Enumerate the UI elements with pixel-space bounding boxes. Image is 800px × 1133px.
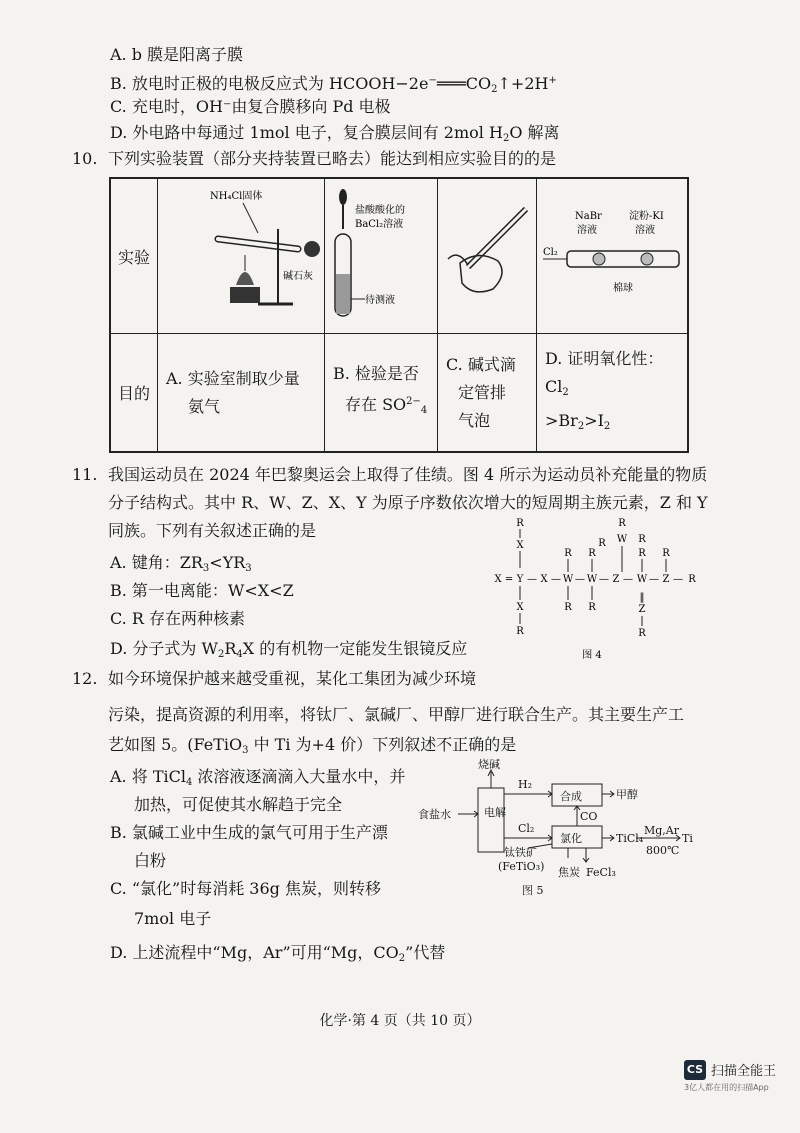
goal-d: D. 证明氧化性：$Cl_2$ $>Br_2>I_2$	[537, 334, 689, 453]
svg-text:碱石灰: 碱石灰	[283, 271, 313, 282]
svg-text:X: X	[540, 574, 548, 585]
svg-text:FeCl₃: FeCl₃	[586, 866, 616, 879]
camscanner-watermark	[684, 1056, 794, 1092]
svg-text:Z: Z	[662, 574, 670, 585]
svg-text:图 4: 图 4	[582, 650, 602, 661]
svg-text:Ti: Ti	[682, 832, 693, 845]
q11-option-b: B. 第一电离能：W<X<Z	[110, 581, 294, 600]
svg-text:‖: ‖	[639, 592, 645, 603]
svg-text:R: R	[638, 548, 646, 559]
svg-text:—: —	[527, 574, 537, 585]
q12-number: 12.	[72, 669, 98, 688]
svg-text:图 5: 图 5	[522, 884, 544, 897]
svg-text:R: R	[638, 628, 646, 639]
svg-text:W: W	[636, 574, 648, 585]
q11-number: 11.	[72, 465, 98, 484]
svg-text:Cl₂: Cl₂	[518, 822, 535, 835]
apparatus-c	[438, 178, 537, 334]
svg-text:Cl₂: Cl₂	[543, 247, 558, 258]
svg-text:合成: 合成	[560, 790, 582, 803]
page-footer: 化学·第 4 页（共 10 页）	[319, 1013, 481, 1029]
figure-4-structure	[488, 516, 702, 662]
svg-text:X: X	[494, 574, 502, 585]
svg-text:NH₄Cl固体: NH₄Cl固体	[210, 191, 263, 202]
svg-text:—: —	[673, 574, 683, 585]
goal-c: C. 碱式滴 定管排 气泡	[438, 334, 537, 453]
svg-text:待测液: 待测液	[365, 295, 395, 306]
svg-text:X: X	[516, 540, 524, 551]
row-label-goal: 目的	[110, 334, 158, 453]
svg-text:焦炭: 焦炭	[558, 866, 580, 879]
q10-experiment-table	[109, 177, 689, 453]
svg-text:═: ═	[505, 574, 513, 585]
svg-text:TiCl₄: TiCl₄	[616, 832, 644, 845]
svg-text:H₂: H₂	[518, 778, 533, 791]
svg-text:R: R	[618, 518, 626, 529]
q12-option-c-line1: C. “氯化”时每消耗 36g 焦炭，则转移	[110, 879, 381, 898]
svg-text:(FeTiO₃): (FeTiO₃)	[498, 860, 545, 873]
svg-text:R: R	[688, 574, 696, 585]
svg-text:W: W	[562, 574, 574, 585]
svg-text:BaCl₂溶液: BaCl₂溶液	[355, 219, 404, 230]
q12-option-a-line1: A. 将 TiCl$_4$ 浓溶液逐滴滴入大量水中，并	[110, 767, 406, 788]
q11-line3: 同族。下列有关叙述正确的是	[108, 521, 317, 540]
q9-option-a: A. b 膜是阳离子膜	[110, 45, 244, 64]
q12-option-a-line2: 加热，可促使其水解趋于完全	[134, 795, 343, 814]
svg-text:盐酸酸化的: 盐酸酸化的	[355, 205, 405, 216]
svg-text:—: —	[599, 574, 609, 585]
svg-text:Z: Z	[612, 574, 620, 585]
svg-text:Y: Y	[516, 574, 524, 585]
q12-option-b-line1: B. 氯碱工业中生成的氯气可用于生产漂	[110, 823, 388, 842]
svg-text:氯化: 氯化	[560, 832, 582, 845]
row-label-experiment: 实验	[110, 178, 158, 334]
svg-text:—: —	[623, 574, 633, 585]
apparatus-a	[158, 178, 325, 334]
svg-text:R: R	[516, 626, 524, 637]
svg-text:R: R	[564, 602, 572, 613]
svg-text:R: R	[662, 548, 670, 559]
svg-text:—: —	[551, 574, 561, 585]
q11-line2: 分子结构式。其中 R、W、Z、X、Y 为原子序数依次增大的短周期主族元素，Z 和 Y	[108, 493, 708, 512]
svg-text:淀粉-KI: 淀粉-KI	[629, 211, 664, 222]
svg-text:Z: Z	[638, 604, 646, 615]
goal-a: A. 实验室制取少量 氨气	[158, 334, 325, 453]
q12-option-c-line2: 7mol 电子	[134, 909, 212, 928]
q12-option-d: D. 上述流程中“Mg，Ar”可用“Mg，$CO_2$”代替	[110, 943, 446, 964]
test-tube-icon	[325, 179, 437, 329]
svg-text:W: W	[616, 534, 628, 545]
camscanner-name: 扫描全能王	[711, 1064, 777, 1079]
svg-text:电解: 电解	[484, 806, 506, 819]
svg-text:R: R	[588, 548, 596, 559]
camscanner-logo-icon: CS	[684, 1060, 706, 1080]
svg-text:溶液: 溶液	[635, 225, 655, 236]
svg-text:R: R	[516, 518, 524, 529]
svg-text:800℃: 800℃	[646, 844, 680, 857]
svg-text:Mg,Ar: Mg,Ar	[644, 824, 680, 837]
svg-text:W: W	[586, 574, 598, 585]
camscanner-tagline: 3亿人都在用的扫描App	[684, 1083, 769, 1092]
q11-option-a: A. 键角：$ZR_3<YR_3$	[110, 553, 252, 574]
q11-option-c: C. R 存在两种核素	[110, 609, 245, 628]
glass-tube-icon	[537, 179, 687, 329]
q10-stem: 下列实验装置（部分夹持装置已略去）能达到相应实验目的的是	[108, 149, 557, 168]
svg-text:食盐水: 食盐水	[418, 808, 451, 821]
ammonia-apparatus-icon	[158, 179, 324, 329]
svg-text:—: —	[575, 574, 585, 585]
apparatus-d	[537, 178, 689, 334]
goal-b: B. 检验是否 存在 $SO^{2-}_4$	[325, 334, 438, 453]
q12-line2: 污染，提高资源的利用率，将钛厂、氯碱厂、甲醇厂进行联合生产。其主要生产工	[108, 705, 685, 724]
figure-5-flowchart	[418, 758, 698, 908]
q11-line1: 我国运动员在 2024 年巴黎奥运会上取得了佳绩。图 4 所示为运动员补充能量的物质	[108, 465, 708, 484]
q12-option-b-line2: 白粉	[134, 851, 167, 870]
q9-option-c: C. 充电时，OH⁻由复合膜移向 Pd 电极	[110, 97, 391, 116]
svg-text:甲醇: 甲醇	[616, 788, 638, 801]
svg-text:NaBr: NaBr	[575, 211, 602, 222]
svg-text:R: R	[564, 548, 572, 559]
q9-option-d: D. 外电路中每通过 1mol 电子，复合膜层间有 2mol $H_2O$ 解离	[110, 123, 560, 144]
svg-text:钛铁矿: 钛铁矿	[504, 846, 537, 859]
q12-line3: 艺如图 5。(FeTiO$_3$ 中 Ti 为+4 价）下列叙述不正确的是	[108, 735, 517, 756]
svg-text:烧碱: 烧碱	[478, 758, 500, 771]
burette-hand-icon	[438, 179, 536, 329]
q12-line1: 如今环境保护越来越受重视，某化工集团为减少环境	[108, 669, 477, 688]
q9-option-b: B. 放电时正极的电极反应式为 $HCOOH-2e^-═══CO_2↑+2H^+$	[110, 74, 557, 95]
svg-text:R: R	[588, 602, 596, 613]
svg-text:X: X	[516, 602, 524, 613]
apparatus-b	[325, 178, 438, 334]
svg-text:R: R	[638, 534, 646, 545]
q11-option-d: D. 分子式为 $W_2R_4X$ 的有机物一定能发生银镜反应	[110, 639, 468, 660]
svg-text:溶液: 溶液	[577, 225, 597, 236]
svg-text:—: —	[649, 574, 659, 585]
svg-text:CO: CO	[580, 810, 598, 823]
q10-number: 10.	[72, 149, 98, 168]
svg-text:棉球: 棉球	[613, 283, 633, 294]
svg-text:R: R	[598, 538, 606, 549]
